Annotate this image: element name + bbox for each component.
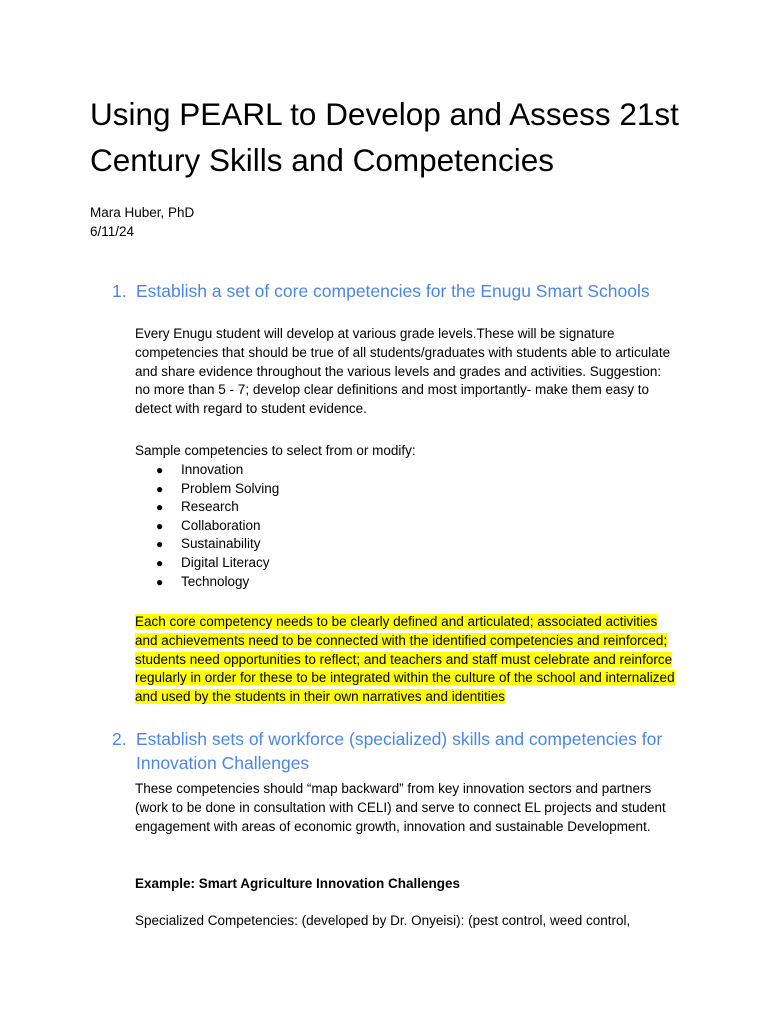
- section-2-paragraph: These competencies should “map backward” from key innovation sectors and partners (work to be done in consultation with CELI) and serve to connect EL projects and student engagement with areas of economic growth, innovation and sustainable Development.: [135, 781, 666, 834]
- list-item: ● Collaboration: [135, 517, 279, 536]
- document-title: Using PEARL to Develop and Assess 21st Century Skills and Competencies: [90, 96, 679, 178]
- highlighted-note: [135, 613, 680, 707]
- bullet-icon: ●: [156, 574, 164, 589]
- sample-competencies-intro: Sample competencies to select from or modify:: [135, 443, 416, 458]
- highlighted-note-text: Each core competency needs to be clearly defined and articulated; associated activities and achievements need to be connected with the identified competencies and reinforced; students need opportunities to reflect; and teachers and staff must celebrate and reinforce regularly in order for these to be integrated within the culture of the school and internalized and used by the students in their own narratives and identities: [135, 614, 675, 705]
- bullet-icon: ●: [156, 463, 164, 477]
- section-2-number: 2.: [112, 729, 127, 749]
- list-item: ● Innovation: [135, 461, 279, 480]
- section-1-heading-text: Establish a set of core competencies for the Enugu Smart Schools: [136, 281, 650, 301]
- document-date: 6/11/24: [90, 223, 135, 239]
- competencies-list: [135, 461, 279, 591]
- section-1-heading: [112, 280, 712, 304]
- section-1-number: 1.: [112, 281, 127, 301]
- list-item: ● Technology: [135, 573, 279, 592]
- bullet-icon: ●: [156, 555, 164, 570]
- bullet-icon: ●: [156, 537, 164, 552]
- section-1-paragraph: Every Enugu student will develop at various grade levels.These will be signature competencies that should be true of all students/graduates with students able to articulate and share evidence throughout the various levels and grades and activities. Suggestion: no more than 5 - 7; develop clear definitions and most importantly- make them easy to detect with regard to student evidence.: [135, 326, 671, 417]
- list-item: ● Research: [135, 498, 279, 517]
- section-2-heading: [112, 728, 712, 775]
- list-item: ● Sustainability: [135, 535, 279, 554]
- section-2-heading-text: Establish sets of workforce (specialized) skills and competencies for Innovation Challenges: [136, 729, 663, 773]
- specialized-competencies-text: Specialized Competencies: (developed by Dr. Onyeisi): (pest control, weed control,: [135, 913, 631, 928]
- list-item: ● Digital Literacy: [135, 554, 279, 573]
- bullet-icon: ●: [156, 500, 164, 515]
- list-item: ● Problem Solving: [135, 480, 279, 499]
- author-name: Mara Huber, PhD: [90, 205, 195, 220]
- document-meta: [90, 204, 194, 241]
- bullet-icon: ●: [156, 518, 164, 533]
- bullet-icon: ●: [156, 481, 164, 496]
- example-heading: Example: Smart Agriculture Innovation Challenges: [135, 876, 461, 891]
